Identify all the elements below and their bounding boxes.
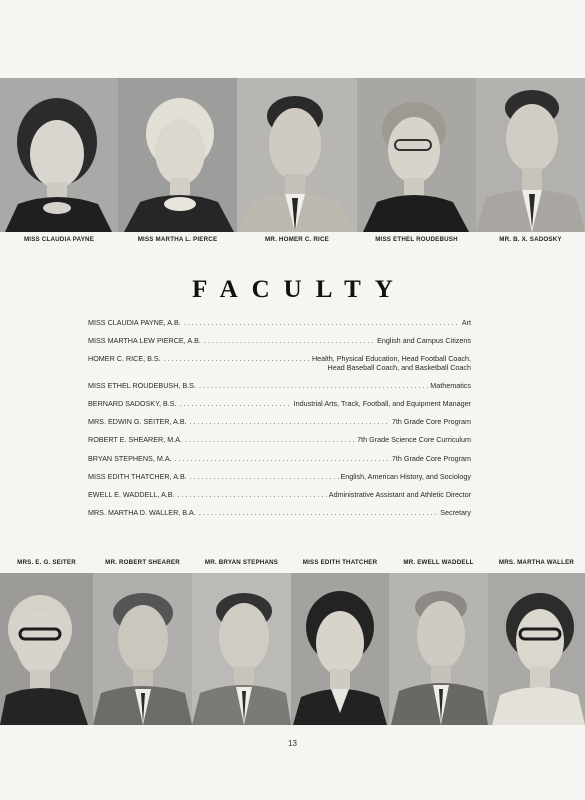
faculty-name: MRS. MARTHA D. WALLER, B.A. xyxy=(88,507,196,517)
leader-dots xyxy=(204,336,375,345)
leader-dots xyxy=(180,399,292,408)
roster-row xyxy=(88,508,471,526)
photo-caption: MISS EDITH THATCHER xyxy=(302,559,378,566)
bottom-captions xyxy=(0,559,585,566)
roster-row xyxy=(88,399,471,417)
portrait-photo xyxy=(389,573,488,725)
portrait-photo xyxy=(93,573,192,725)
portrait-photo xyxy=(0,78,118,232)
faculty-role: English and Campus Citizens xyxy=(377,336,471,346)
leader-dots xyxy=(190,472,339,481)
photo-caption: MR. B. X. SADOSKY xyxy=(499,236,562,243)
roster-row xyxy=(88,454,471,472)
photo-caption: MISS CLAUDIA PAYNE xyxy=(23,236,95,243)
roster-row xyxy=(88,354,471,381)
faculty-name: BRYAN STEPHENS, M.A. xyxy=(88,453,172,463)
photo-caption: MRS. MARTHA WALLER xyxy=(498,559,575,566)
faculty-name: BERNARD SADOSKY, B.S. xyxy=(88,399,177,409)
top-photo-strip xyxy=(0,78,585,232)
faculty-role: Mathematics xyxy=(430,381,471,391)
leader-dots xyxy=(184,318,460,327)
top-captions xyxy=(0,236,585,243)
roster-row xyxy=(88,490,471,508)
faculty-name: HOMER C. RICE, B.S. xyxy=(88,354,161,364)
leader-dots xyxy=(164,354,310,363)
faculty-role: 7th Grade Science Core Curriculum xyxy=(357,435,471,445)
photo-caption: MR. ROBERT SHEARER xyxy=(105,559,180,566)
leader-dots xyxy=(199,508,438,517)
leader-dots xyxy=(190,417,390,426)
roster-row xyxy=(88,472,471,490)
leader-dots xyxy=(178,490,327,499)
portrait-photo xyxy=(488,573,585,725)
page-title: FACULTY xyxy=(192,276,407,303)
portrait-photo xyxy=(0,573,93,725)
leader-dots xyxy=(185,435,355,444)
portrait-photo xyxy=(291,573,389,725)
portrait-photo xyxy=(476,78,585,232)
faculty-role: Secretary xyxy=(440,507,471,517)
faculty-name: ROBERT E. SHEARER, M.A. xyxy=(88,435,182,445)
roster-row xyxy=(88,417,471,435)
roster-row xyxy=(88,435,471,453)
photo-caption: MR. BRYAN STEPHANS xyxy=(204,559,279,566)
bottom-photo-strip xyxy=(0,573,585,725)
faculty-role xyxy=(310,354,471,372)
faculty-roster xyxy=(88,318,471,526)
portrait-photo xyxy=(192,573,291,725)
photo-caption: MR. EWELL WADDELL xyxy=(403,559,474,566)
faculty-name: MRS. EDWIN G. SEITER, A.B. xyxy=(88,417,187,427)
portrait-photo xyxy=(357,78,476,232)
faculty-name: MISS EDITH THATCHER, A.B. xyxy=(88,471,187,481)
portrait-photo xyxy=(118,78,237,232)
faculty-role: 7th Grade Core Program xyxy=(391,453,471,463)
faculty-name: MISS ETHEL ROUDEBUSH, B.S. xyxy=(88,381,196,391)
roster-row xyxy=(88,336,471,354)
faculty-role: Art xyxy=(461,318,471,327)
portrait-photo xyxy=(237,78,357,232)
faculty-role: English, American History, and Sociology xyxy=(340,471,471,481)
faculty-name: MISS MARTHA LEW PIERCE, A.B. xyxy=(88,336,201,346)
faculty-name: MISS CLAUDIA PAYNE, A.B. xyxy=(88,318,181,327)
leader-dots xyxy=(175,454,390,463)
faculty-name: EWELL E. WADDELL, A.B. xyxy=(88,489,175,499)
roster-row xyxy=(88,381,471,399)
faculty-role: Administrative Assistant and Athletic Director xyxy=(328,489,471,499)
faculty-role: Industrial Arts, Track, Football, and Equipment Manager xyxy=(293,399,471,409)
page-number: 13 xyxy=(288,739,297,748)
leader-dots xyxy=(199,381,428,390)
faculty-role: 7th Grade Core Program xyxy=(391,417,471,427)
photo-caption: MISS MARTHA L. PIERCE xyxy=(137,236,218,243)
faculty-role-line: Health, Physical Education, Head Football Coach, xyxy=(311,354,471,364)
faculty-role-line: Head Baseball Coach, and Basketball Coach xyxy=(327,363,471,373)
photo-caption: MR. HOMER C. RICE xyxy=(265,236,329,243)
photo-caption: MISS ETHEL ROUDEBUSH xyxy=(375,236,458,243)
photo-caption: MRS. E. G. SEITER xyxy=(17,559,76,566)
roster-row xyxy=(88,318,471,336)
